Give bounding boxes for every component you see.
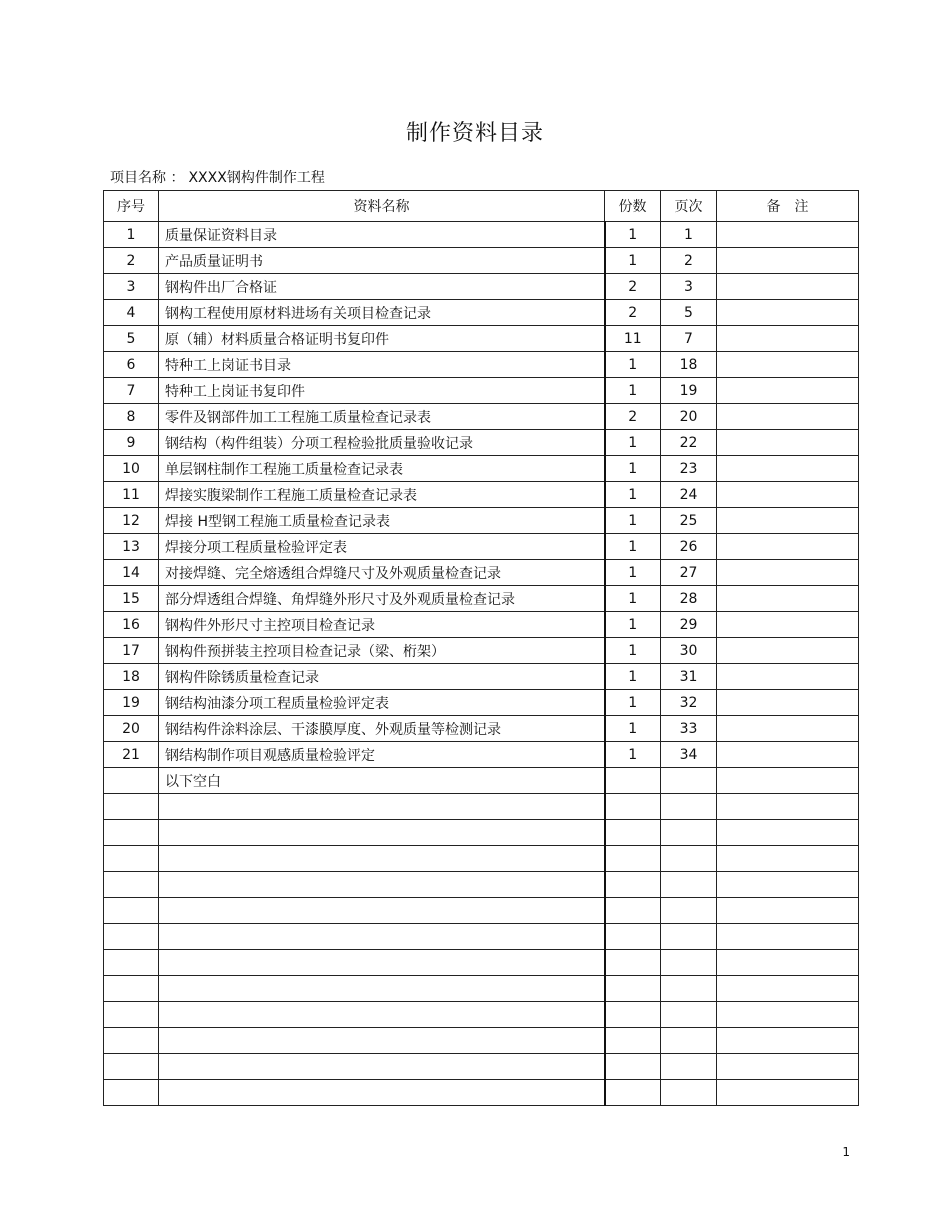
row-page: 20	[661, 404, 717, 430]
table-row	[104, 586, 859, 612]
row-copies: 1	[605, 716, 661, 742]
row-page: 1	[661, 222, 717, 248]
table-row	[104, 508, 859, 534]
row-page: 7	[661, 326, 717, 352]
row-page: 33	[661, 716, 717, 742]
table-row	[104, 300, 859, 326]
row-page: 29	[661, 612, 717, 638]
header-page: 页次	[661, 191, 717, 222]
row-copies: 2	[605, 300, 661, 326]
project-name: XXXX钢构件制作工程	[188, 170, 325, 186]
blank-cell	[605, 1002, 661, 1028]
blank-cell	[605, 794, 661, 820]
row-document-name: 钢构件外形尺寸主控项目检查记录	[159, 612, 605, 638]
blank-cell	[661, 976, 717, 1002]
row-note	[717, 378, 859, 404]
row-number: 1	[104, 222, 159, 248]
row-page: 18	[661, 352, 717, 378]
header-name: 资料名称	[159, 191, 605, 222]
blank-cell	[717, 794, 859, 820]
blank-cell	[717, 976, 859, 1002]
row-note	[717, 430, 859, 456]
row-number: 9	[104, 430, 159, 456]
row-copies: 1	[605, 222, 661, 248]
blank-cell	[159, 872, 605, 898]
blank-cell	[159, 924, 605, 950]
blank-cell	[717, 1080, 859, 1106]
row-document-name: 钢结构（构件组装）分项工程检验批质量验收记录	[159, 430, 605, 456]
row-copies: 1	[605, 612, 661, 638]
row-page: 3	[661, 274, 717, 300]
blank-cell	[159, 950, 605, 976]
row-number: 11	[104, 482, 159, 508]
blank-cell	[661, 950, 717, 976]
row-note	[717, 300, 859, 326]
row-document-name: 零件及钢部件加工工程施工质量检查记录表	[159, 404, 605, 430]
row-copies: 11	[605, 326, 661, 352]
row-number: 13	[104, 534, 159, 560]
blank-cell	[159, 1080, 605, 1106]
header-count: 份数	[605, 191, 661, 222]
row-note	[717, 768, 859, 794]
blank-cell	[661, 820, 717, 846]
row-copies	[605, 768, 661, 794]
blank-cell	[717, 846, 859, 872]
blank-cell	[605, 898, 661, 924]
blank-cell	[661, 1002, 717, 1028]
row-copies: 1	[605, 560, 661, 586]
row-note	[717, 508, 859, 534]
blank-row	[104, 1054, 859, 1080]
row-number: 15	[104, 586, 159, 612]
row-page: 22	[661, 430, 717, 456]
row-document-name: 钢构件除锈质量检查记录	[159, 664, 605, 690]
blank-cell	[661, 898, 717, 924]
row-page: 28	[661, 586, 717, 612]
blank-cell	[717, 1054, 859, 1080]
row-note	[717, 456, 859, 482]
row-document-name: 原（辅）材料质量合格证明书复印件	[159, 326, 605, 352]
row-number	[104, 768, 159, 794]
row-note	[717, 326, 859, 352]
blank-row	[104, 872, 859, 898]
row-copies: 2	[605, 274, 661, 300]
row-copies: 1	[605, 742, 661, 768]
project-line	[110, 167, 329, 187]
row-page: 2	[661, 248, 717, 274]
blank-cell	[159, 1002, 605, 1028]
blank-row	[104, 898, 859, 924]
row-copies: 1	[605, 430, 661, 456]
row-page: 32	[661, 690, 717, 716]
blank-cell	[717, 898, 859, 924]
row-note	[717, 534, 859, 560]
row-number: 20	[104, 716, 159, 742]
row-page: 27	[661, 560, 717, 586]
blank-cell	[159, 794, 605, 820]
blank-cell	[159, 820, 605, 846]
row-number: 14	[104, 560, 159, 586]
table-row	[104, 534, 859, 560]
blank-cell	[717, 950, 859, 976]
row-document-name: 部分焊透组合焊缝、角焊缝外形尺寸及外观质量检查记录	[159, 586, 605, 612]
table-row	[104, 638, 859, 664]
row-number: 5	[104, 326, 159, 352]
row-note	[717, 664, 859, 690]
table-row	[104, 560, 859, 586]
table-row	[104, 248, 859, 274]
row-note	[717, 482, 859, 508]
row-document-name: 焊接 H型钢工程施工质量检查记录表	[159, 508, 605, 534]
row-number: 19	[104, 690, 159, 716]
blank-cell	[104, 1002, 159, 1028]
row-document-name: 钢构件预拼装主控项目检查记录（梁、桁架）	[159, 638, 605, 664]
row-number: 7	[104, 378, 159, 404]
blank-cell	[159, 898, 605, 924]
blank-cell	[605, 820, 661, 846]
blank-row	[104, 1080, 859, 1106]
blank-cell	[661, 1028, 717, 1054]
row-document-name: 钢结构油漆分项工程质量检验评定表	[159, 690, 605, 716]
blank-cell	[104, 1080, 159, 1106]
row-document-name: 钢结构制作项目观感质量检验评定	[159, 742, 605, 768]
row-copies: 1	[605, 456, 661, 482]
table-row	[104, 352, 859, 378]
row-document-name: 焊接实腹梁制作工程施工质量检查记录表	[159, 482, 605, 508]
table-body	[104, 222, 859, 1106]
row-note	[717, 638, 859, 664]
row-note	[717, 274, 859, 300]
row-copies: 1	[605, 534, 661, 560]
row-page: 26	[661, 534, 717, 560]
blank-cell	[104, 950, 159, 976]
blank-cell	[717, 872, 859, 898]
table-header-row	[104, 191, 859, 222]
header-note: 备 注	[717, 191, 859, 222]
catalog-table	[103, 190, 859, 1106]
row-page: 24	[661, 482, 717, 508]
row-document-name: 质量保证资料目录	[159, 222, 605, 248]
project-label: 项目名称 ：	[110, 170, 185, 186]
row-number: 12	[104, 508, 159, 534]
blank-cell	[605, 924, 661, 950]
blank-cell	[717, 820, 859, 846]
table-row	[104, 222, 859, 248]
table-row	[104, 690, 859, 716]
row-document-name: 产品质量证明书	[159, 248, 605, 274]
table-row	[104, 742, 859, 768]
table-row	[104, 274, 859, 300]
row-page: 5	[661, 300, 717, 326]
row-document-name: 对接焊缝、完全熔透组合焊缝尺寸及外观质量检查记录	[159, 560, 605, 586]
row-copies: 1	[605, 482, 661, 508]
blank-cell	[104, 846, 159, 872]
blank-cell	[717, 924, 859, 950]
table-row	[104, 716, 859, 742]
blank-cell	[661, 1054, 717, 1080]
row-note	[717, 690, 859, 716]
blank-cell	[104, 924, 159, 950]
row-page: 30	[661, 638, 717, 664]
blank-row	[104, 924, 859, 950]
blank-cell	[104, 976, 159, 1002]
row-page	[661, 768, 717, 794]
row-page: 19	[661, 378, 717, 404]
blank-cell	[605, 1080, 661, 1106]
row-copies: 1	[605, 508, 661, 534]
blank-cell	[661, 872, 717, 898]
row-note	[717, 404, 859, 430]
row-note	[717, 716, 859, 742]
row-page: 34	[661, 742, 717, 768]
table-row	[104, 430, 859, 456]
row-number: 18	[104, 664, 159, 690]
header-no: 序号	[104, 191, 159, 222]
row-document-name: 钢结构件涂料涂层、干漆膜厚度、外观质量等检测记录	[159, 716, 605, 742]
blank-cell	[605, 1028, 661, 1054]
row-document-name: 钢构工程使用原材料进场有关项目检查记录	[159, 300, 605, 326]
blank-cell	[605, 872, 661, 898]
row-number: 21	[104, 742, 159, 768]
row-number: 4	[104, 300, 159, 326]
row-copies: 2	[605, 404, 661, 430]
blank-cell	[661, 1080, 717, 1106]
blank-row	[104, 976, 859, 1002]
document-title: 制作资料目录	[405, 121, 544, 146]
blank-cell	[661, 846, 717, 872]
row-note	[717, 586, 859, 612]
table-row	[104, 612, 859, 638]
blank-row	[104, 846, 859, 872]
row-document-name: 特种工上岗证书复印件	[159, 378, 605, 404]
row-number: 8	[104, 404, 159, 430]
blank-row	[104, 950, 859, 976]
row-number: 17	[104, 638, 159, 664]
blank-cell	[605, 846, 661, 872]
row-copies: 1	[605, 690, 661, 716]
row-page: 25	[661, 508, 717, 534]
table-row	[104, 664, 859, 690]
table-row-end-note	[104, 768, 859, 794]
row-document-name: 特种工上岗证书目录	[159, 352, 605, 378]
blank-cell	[717, 1028, 859, 1054]
row-note	[717, 742, 859, 768]
end-note: 以下空白	[159, 768, 605, 794]
row-number: 16	[104, 612, 159, 638]
row-note	[717, 560, 859, 586]
table-row	[104, 378, 859, 404]
blank-cell	[104, 872, 159, 898]
row-number: 2	[104, 248, 159, 274]
row-copies: 1	[605, 352, 661, 378]
blank-cell	[605, 950, 661, 976]
blank-cell	[159, 976, 605, 1002]
blank-cell	[104, 1054, 159, 1080]
page-number: 1	[842, 1145, 850, 1159]
table-row	[104, 456, 859, 482]
blank-cell	[104, 898, 159, 924]
table-row	[104, 482, 859, 508]
blank-cell	[104, 820, 159, 846]
row-note	[717, 222, 859, 248]
blank-cell	[104, 1028, 159, 1054]
blank-row	[104, 794, 859, 820]
blank-cell	[661, 924, 717, 950]
row-note	[717, 352, 859, 378]
table-row	[104, 404, 859, 430]
row-page: 23	[661, 456, 717, 482]
row-copies: 1	[605, 638, 661, 664]
row-document-name: 钢构件出厂合格证	[159, 274, 605, 300]
blank-cell	[605, 976, 661, 1002]
blank-row	[104, 1028, 859, 1054]
blank-cell	[159, 1054, 605, 1080]
row-number: 3	[104, 274, 159, 300]
blank-cell	[661, 794, 717, 820]
blank-cell	[159, 846, 605, 872]
row-copies: 1	[605, 248, 661, 274]
row-document-name: 单层钢柱制作工程施工质量检查记录表	[159, 456, 605, 482]
row-number: 6	[104, 352, 159, 378]
row-page: 31	[661, 664, 717, 690]
row-note	[717, 248, 859, 274]
row-copies: 1	[605, 586, 661, 612]
blank-cell	[717, 1002, 859, 1028]
row-note	[717, 612, 859, 638]
table-row	[104, 326, 859, 352]
row-document-name: 焊接分项工程质量检验评定表	[159, 534, 605, 560]
blank-row	[104, 1002, 859, 1028]
row-copies: 1	[605, 378, 661, 404]
blank-cell	[605, 1054, 661, 1080]
blank-cell	[104, 794, 159, 820]
row-number: 10	[104, 456, 159, 482]
blank-row	[104, 820, 859, 846]
blank-cell	[159, 1028, 605, 1054]
row-copies: 1	[605, 664, 661, 690]
